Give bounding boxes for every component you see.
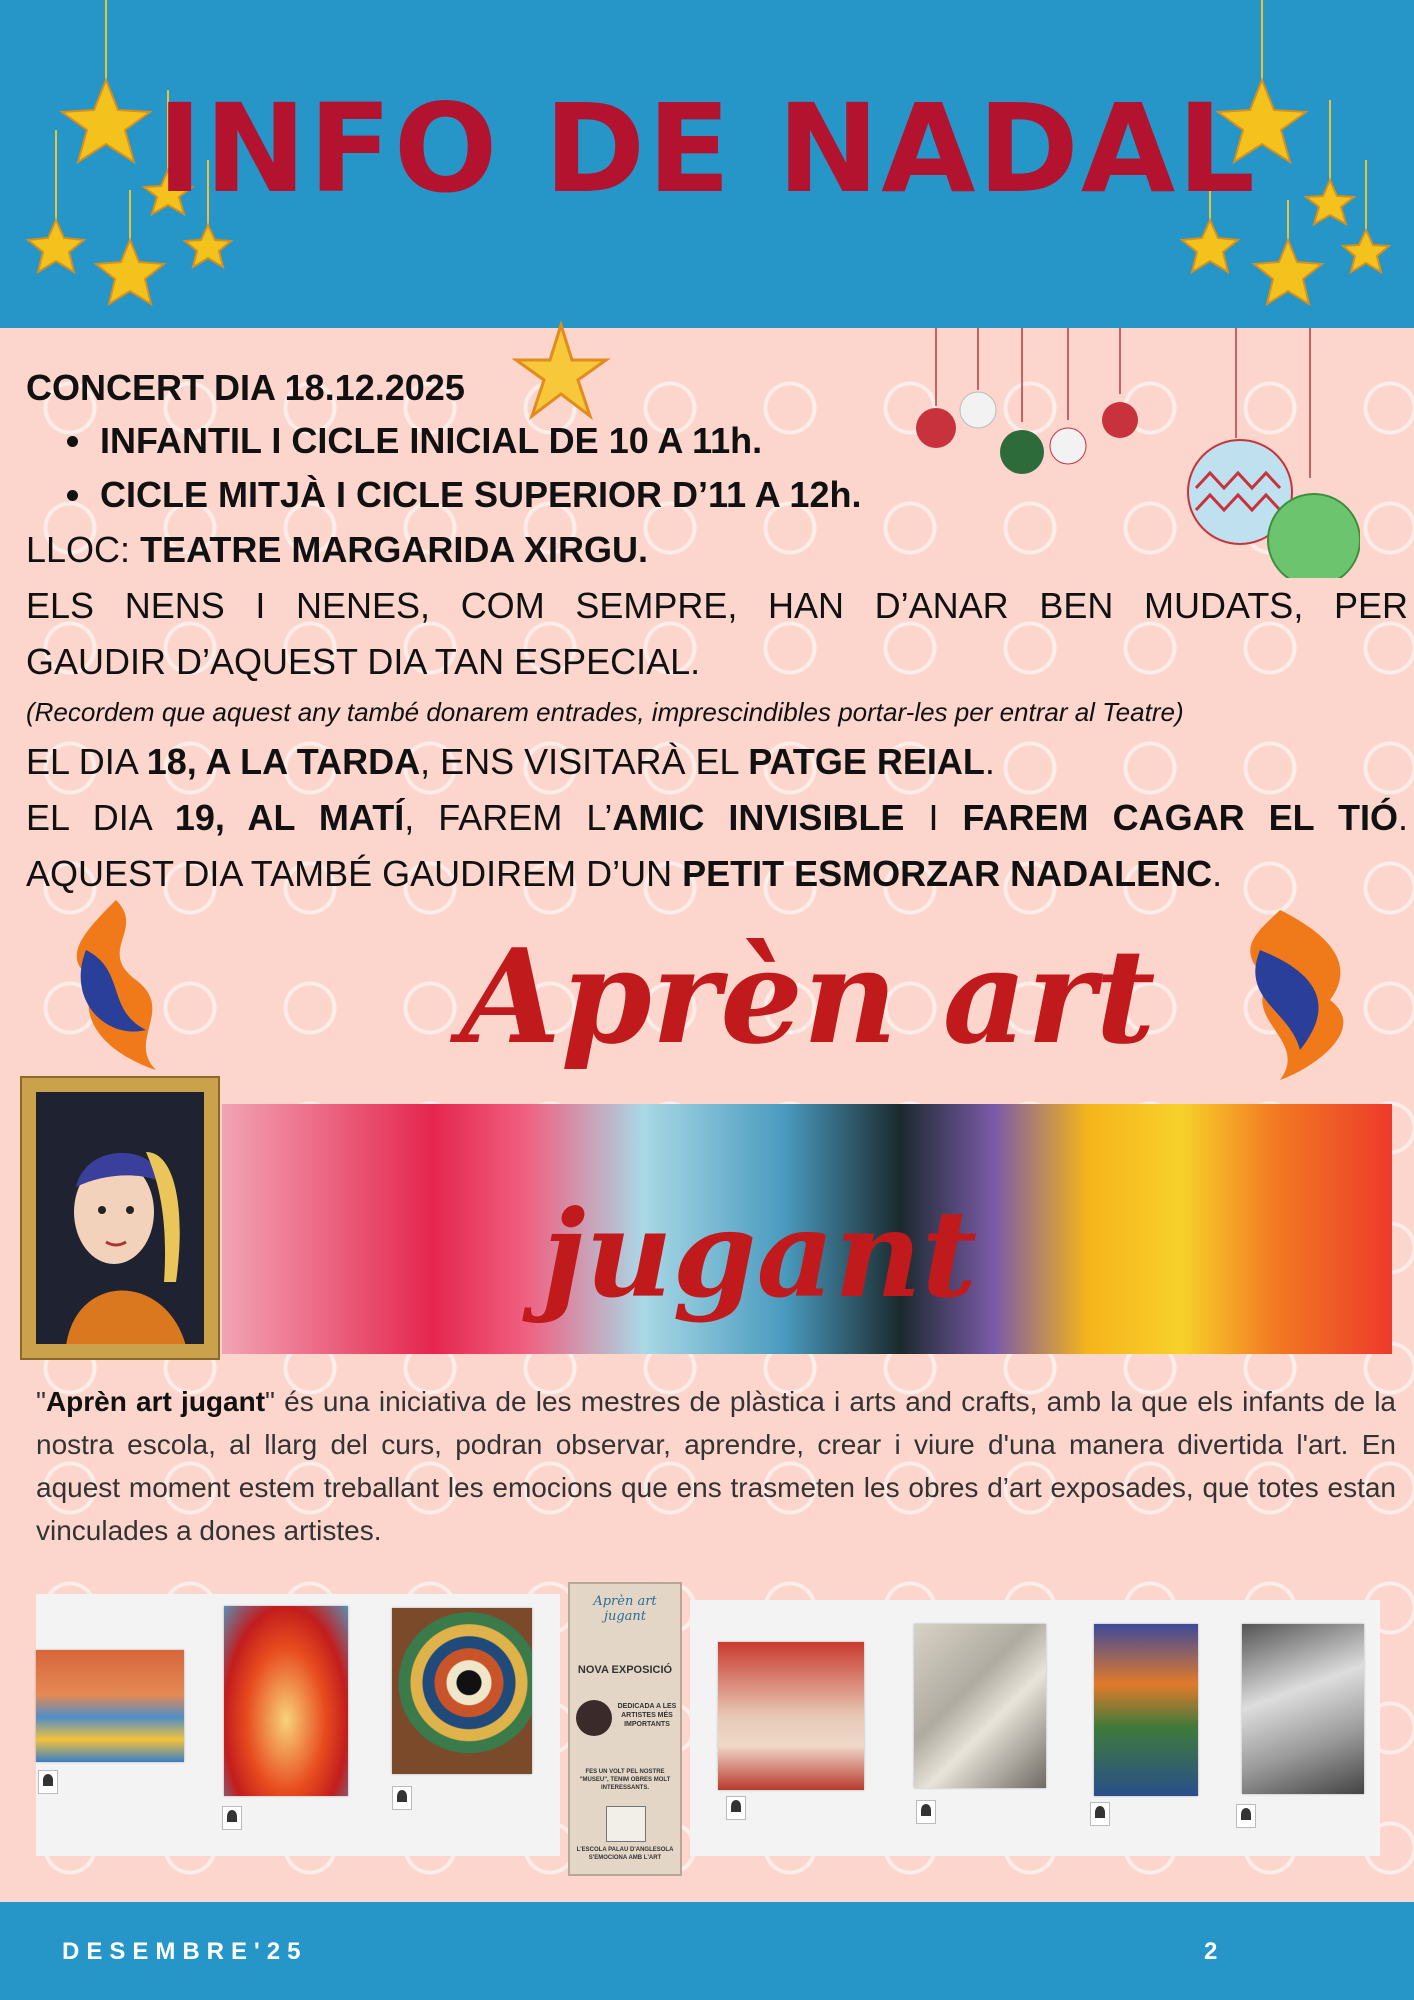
artwork (224, 1606, 348, 1796)
text: EL DIA (26, 797, 175, 838)
place-label: LLOC: (26, 529, 131, 570)
page-number: 2 (1204, 1938, 1218, 1965)
text: " és una iniciativa de les mestres de plàstica i arts and crafts, amb la que els infants de la nostra escola, al llarg del curs, podran observar, aprendre, crear i viure d'una manera divertida l'art. En aquest moment estem treballant les emocions que ens trasmeten les obres d’art exposades, que totes estan vinculades a dones artistes. (36, 1386, 1397, 1546)
session-list (26, 414, 1408, 522)
text: Aprèn art jugant (45, 1386, 266, 1417)
artwork (392, 1608, 532, 1774)
poster-line: L'ESCOLA PALAU D'ANGLESOLA S'EMOCIONA AMB L'ART (576, 1847, 674, 1861)
text: 18, A LA TARDA (146, 741, 421, 782)
exhibition-poster (568, 1582, 682, 1876)
frida-portrait-icon (576, 1700, 612, 1736)
page-title: INFO DE NADAL (156, 78, 1258, 220)
text: jugant (603, 1609, 647, 1624)
banner-word: jugant (542, 1184, 977, 1325)
paint-splash-icon (1220, 900, 1380, 1090)
footer-date: DESEMBRE'25 (62, 1938, 308, 1965)
day18-line (26, 734, 1408, 790)
text: . (1212, 853, 1223, 894)
artwork (36, 1650, 184, 1762)
text: AQUEST DIA TAMBÉ GAUDIREM D’UN (26, 853, 683, 894)
paint-splash-icon (36, 890, 196, 1080)
text: AMIC INVISIBLE (612, 797, 905, 838)
watercolor-banner (222, 1104, 1392, 1354)
girl-with-pearl-portrait (36, 1092, 204, 1344)
artwork (718, 1642, 864, 1790)
artist-card (726, 1796, 746, 1820)
artist-card (1236, 1804, 1256, 1828)
tree-logo-icon (606, 1806, 646, 1842)
gallery-photo-right (690, 1600, 1380, 1856)
artist-card (916, 1800, 936, 1824)
artist-card (38, 1770, 58, 1794)
art-section-title: Aprèn art (460, 920, 1156, 1073)
text: FAREM CAGAR EL TIÓ (962, 797, 1399, 838)
poster-line: DEDICADA A LES ARTISTES MÉS IMPORTANTS (617, 1703, 677, 1728)
artist-card (1090, 1802, 1110, 1826)
dress-line-end: GAUDIR D’AQUEST DIA TAN ESPECIAL. (26, 641, 701, 682)
poster-line: FES UN VOLT PEL NOSTRE "MUSEU", TENIM OBRES MOLT INTERESSANTS. (579, 1769, 671, 1791)
place-line (26, 522, 1408, 578)
text: 19, AL MATÍ (174, 797, 405, 838)
day19-line (26, 790, 1408, 846)
text: . (984, 741, 995, 782)
breakfast-line (26, 846, 1408, 902)
gallery-photo-left (36, 1594, 560, 1856)
dress-line: ELS NENS I NENES, COM SEMPRE, HAN D’ANAR BEN MUDATS, PER (26, 585, 1408, 626)
poster-subtitle: NOVA EXPOSICIÓ (577, 1664, 673, 1676)
concert-info (26, 362, 1408, 902)
text: PATGE REIAL (748, 741, 985, 782)
art-description (36, 1380, 1396, 1552)
artist-card (392, 1786, 412, 1810)
text: Aprèn art (593, 1594, 657, 1609)
poster-title (570, 1594, 680, 1624)
footer (0, 1902, 1414, 2000)
artwork (914, 1624, 1046, 1788)
text: , ENS VISITARÀ EL (420, 741, 749, 782)
text: I (904, 797, 963, 838)
artist-card (222, 1806, 242, 1830)
text: " (36, 1386, 46, 1417)
artwork (1094, 1624, 1198, 1796)
text: . (1398, 797, 1409, 838)
place-value: TEATRE MARGARIDA XIRGU. (140, 529, 649, 570)
header-banner (0, 0, 1414, 328)
text: PETIT ESMORZAR NADALENC (682, 853, 1213, 894)
ticket-note: (Recordem que aquest any també donarem entrades, imprescindibles portar-les per entrar al Teatre) (26, 697, 1184, 727)
text: , FAREM L’ (404, 797, 613, 838)
list-item: • CICLE MITJÀ I CICLE SUPERIOR D’11 A 12h. (96, 468, 1408, 522)
portrait-frame (20, 1076, 220, 1360)
portrait-illustration-icon (36, 1092, 204, 1344)
list-item: • INFANTIL I CICLE INICIAL DE 10 A 11h. (96, 414, 1408, 468)
artwork (1242, 1624, 1364, 1794)
concert-heading: CONCERT DIA 18.12.2025 (26, 367, 465, 408)
text: EL DIA (26, 741, 147, 782)
